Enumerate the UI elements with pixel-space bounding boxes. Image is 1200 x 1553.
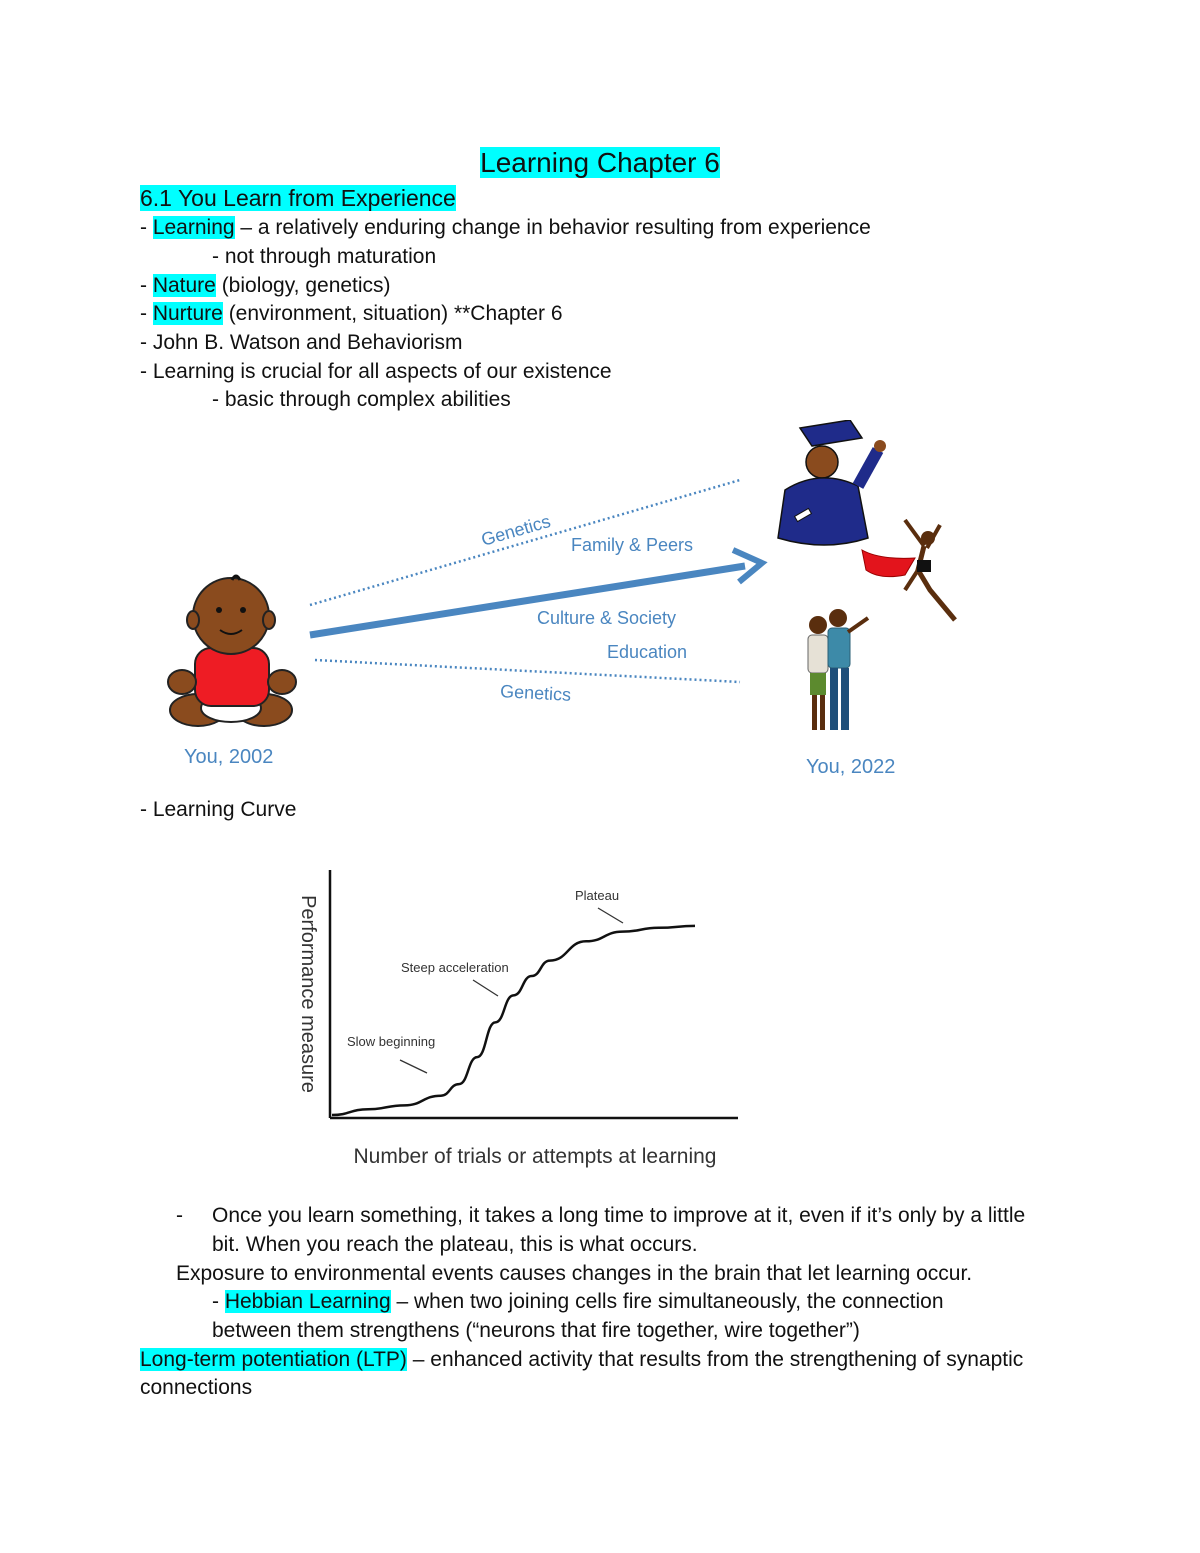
crucial-line: - Learning is crucial for all aspects of our existence (140, 360, 612, 383)
annotation-slow-beginning-arrow (400, 1060, 427, 1073)
label-education: Education (607, 642, 688, 662)
nurture-line: - Nurture (environment, situation) **Chapter 6 (140, 302, 563, 325)
runner-illustration (862, 520, 955, 620)
hebbian-line: - Hebbian Learning – when two joining cells fire simultaneously, the connection (212, 1290, 944, 1313)
term-nature: Nature (152, 274, 216, 297)
hebbian-def: – when two joining cells fire simultaneously, the connection (390, 1290, 944, 1313)
ltp-line-2: connections (140, 1376, 253, 1399)
nature-line: - Nature (biology, genetics) (140, 274, 391, 297)
plateau-explanation-1: Once you learn something, it takes a long time to improve at it, even if it’s only by a little (212, 1204, 1026, 1227)
annotation-plateau: Plateau (575, 888, 620, 903)
learning-curve-chart (270, 860, 770, 1180)
learning-curve-line: - Learning Curve (140, 798, 297, 821)
genetics-bottom-line (315, 660, 740, 682)
learning-definition: - Learning – a relatively enduring change in behavior resulting from experience (140, 216, 871, 239)
annotation-steep-acceleration-arrow (473, 980, 498, 996)
couple-illustration (808, 609, 868, 730)
section-heading-text: 6.1 You Learn from Experience (140, 185, 456, 211)
label-genetics-top: Genetics (478, 510, 553, 550)
label-culture-society: Culture & Society (537, 608, 677, 628)
term-nurture: Nurture (152, 302, 223, 325)
annotation-steep-acceleration: Steep acceleration (401, 960, 509, 975)
section-heading (140, 183, 456, 213)
nature-rest: (biology, genetics) (215, 274, 391, 297)
label-genetics-bottom: Genetics (499, 681, 572, 705)
not-maturation-line: - not through maturation (212, 245, 437, 268)
baby-illustration (168, 576, 296, 726)
learning-curve-series-line (332, 926, 695, 1115)
graduate-illustration (778, 420, 886, 545)
learning-def-text: – a relatively enduring change in behavior resulting from experience (234, 216, 871, 239)
watson-line: - John B. Watson and Behaviorism (140, 331, 463, 354)
page-title (0, 146, 1200, 180)
plateau-explanation-2: bit. When you reach the plateau, this is what occurs. (212, 1233, 698, 1256)
exposure-line: Exposure to environmental events causes changes in the brain that let learning occur. (176, 1262, 973, 1285)
bullet-dash: - (176, 1204, 183, 1227)
label-you-2022: You, 2022 (806, 756, 896, 778)
label-you-2002: You, 2002 (184, 746, 274, 768)
x-axis-label: Number of trials or attempts at learning (353, 1145, 717, 1168)
ltp-def: – enhanced activity that results from the strengthening of synaptic (406, 1348, 1024, 1371)
label-family-peers: Family & Peers (571, 535, 694, 555)
development-diagram (0, 420, 1200, 790)
title-text: Learning Chapter 6 (480, 147, 720, 178)
annotation-slow-beginning: Slow beginning (347, 1034, 436, 1049)
term-ltp: Long-term potentiation (LTP) (140, 1348, 407, 1371)
development-arrow (310, 566, 745, 635)
y-axis-label: Performance measure (297, 895, 319, 1093)
ltp-line (140, 1346, 1023, 1374)
nurture-rest: (environment, situation) **Chapter 6 (222, 302, 563, 325)
annotation-plateau-arrow (598, 908, 623, 923)
hebbian-line-2: between them strengthens (“neurons that fire together, wire together”) (212, 1319, 860, 1342)
term-hebbian-learning: Hebbian Learning (224, 1290, 391, 1313)
basic-complex-line: - basic through complex abilities (212, 388, 511, 411)
term-learning: Learning (152, 216, 235, 239)
